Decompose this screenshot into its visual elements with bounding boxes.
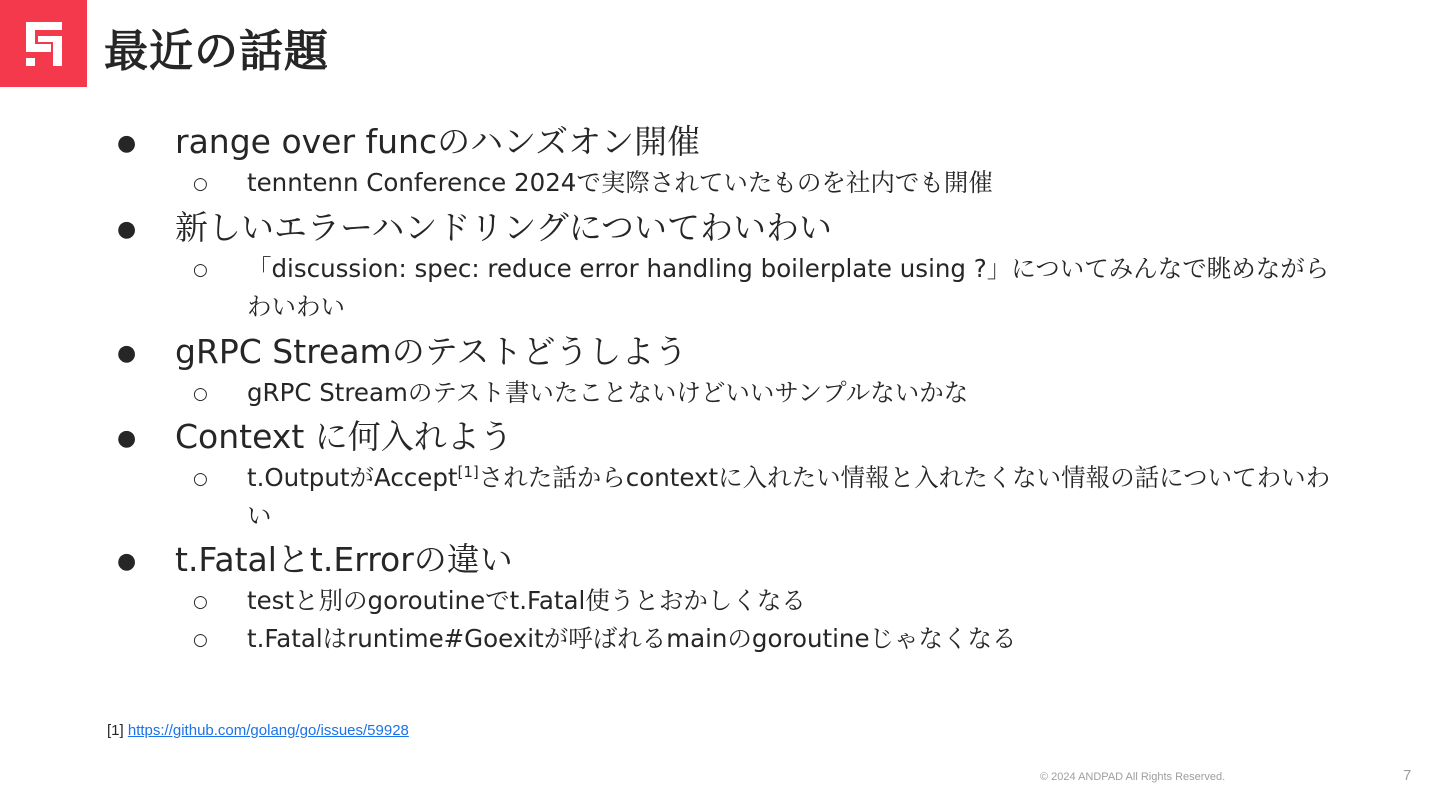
sub-item-text: gRPC Streamのテスト書いたことないけどいいサンプルないかな [247,378,969,407]
bullet-filled-icon: ● [117,217,137,242]
list-item [0,415,1440,459]
list-item [0,120,1440,164]
sub-item-text: 「discussion: spec: reduce error handling boilerplate using ?」についてみんなで眺めながらわいわい [247,254,1330,321]
sub-list-item [0,620,1440,658]
bullet-filled-icon: ● [117,341,137,366]
list-item [0,330,1440,374]
sub-list-item [0,164,1440,202]
bullet-filled-icon: ● [117,426,137,451]
bullet-hollow-icon: ○ [193,260,208,280]
bullet-hollow-icon: ○ [193,174,208,194]
andpad-logo-icon [0,0,87,87]
footnote-label: [1] [107,722,124,739]
footnote-link[interactable]: https://github.com/golang/go/issues/59928 [127,722,409,739]
list-item [0,206,1440,250]
copyright-text: © 2024 ANDPAD All Rights Reserved. [1040,771,1226,783]
footnote-reference: [1] [457,462,479,481]
logo-mark [26,22,62,66]
bullet-filled-icon: ● [117,131,137,156]
bullet-hollow-icon: ○ [193,469,208,489]
list-item-text: gRPC Streamのテストどうしよう [175,332,688,371]
list-item-text: range over funcのハンズオン開催 [175,122,701,161]
sub-item-text: testと別のgoroutineでt.Fatal使うとおかしくなる [247,586,806,615]
footnote [107,722,409,739]
sub-item-text-before: t.OutputがAccept [247,463,458,492]
sub-item-text-after: された話からcontextに入れたい情報と入れたくない情報の話についてわいわい [247,463,1331,530]
sub-item-text: tenntenn Conference 2024で実際されていたものを社内でも開催 [247,168,993,197]
page-title: 最近の話題 [104,26,329,77]
sub-list-item [0,582,1440,620]
sub-list-item [0,250,1440,326]
list-item [0,538,1440,582]
list-item-text: t.Fatalとt.Errorの違い [175,540,513,579]
bullet-hollow-icon: ○ [193,384,208,404]
bullet-list [0,120,1440,658]
list-item-text: Context に何入れよう [175,417,513,456]
sub-item-text: t.Fatalはruntime#Goexitが呼ばれるmainのgoroutineじゃなくなる [247,624,1017,653]
bullet-filled-icon: ● [117,549,137,574]
page-number: 7 [1403,767,1412,784]
list-item-text: 新しいエラーハンドリングについてわいわい [175,208,833,247]
bullet-hollow-icon: ○ [193,592,208,612]
bullet-hollow-icon: ○ [193,630,208,650]
sub-list-item [0,374,1440,412]
sub-list-item [0,459,1440,535]
